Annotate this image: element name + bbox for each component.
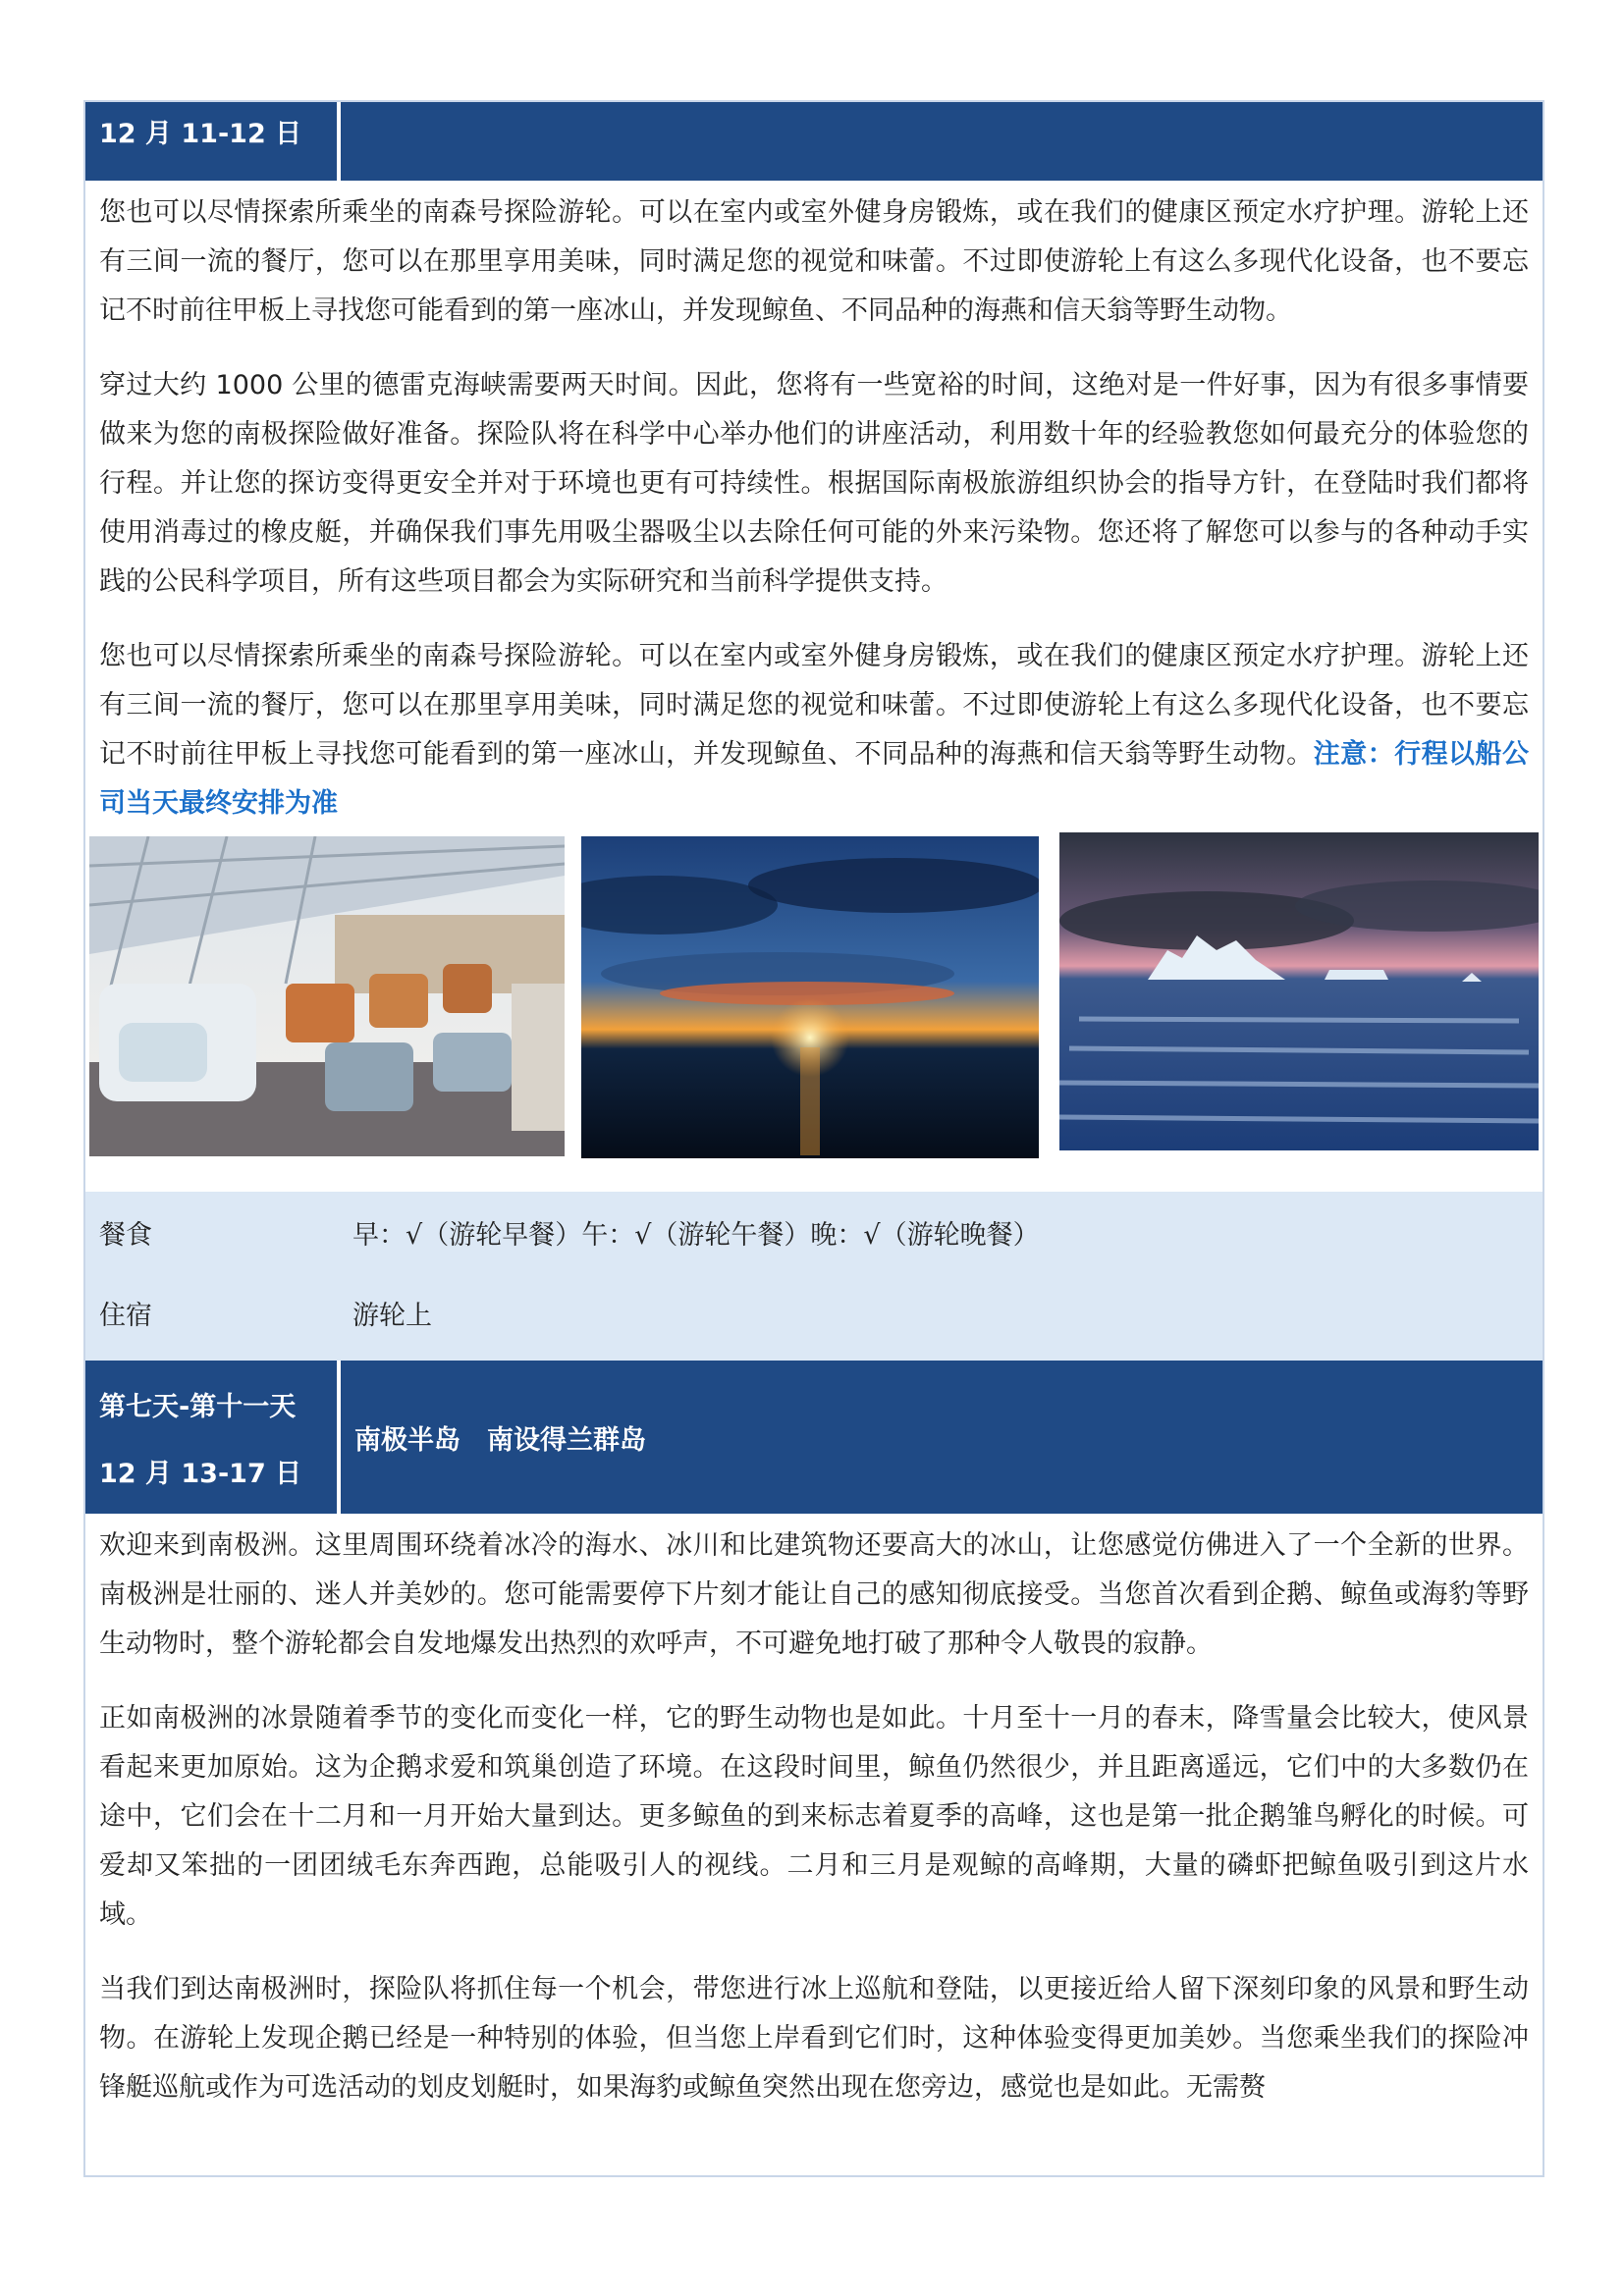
description-paragraph: 欢迎来到南极洲。这里周围环绕着冰冷的海水、冰川和比建筑物还要高大的冰山，让您感觉仿佛进入了一个全新的世界。南极洲是壮丽的、迷人并美妙的。您可能需要停下片刻才能让自己的感知彻底接受。当您首次看到企鹅、鲸鱼或海豹等野生动物时，整个游轮都会自发地爆发出热烈的欢呼声，不可避免地打破了那种令人敬畏的寂静。 bbox=[99, 1530, 1529, 1659]
description-paragraph: 正如南极洲的冰景随着季节的变化而变化一样，它的野生动物也是如此。十月至十一月的春末，降雪量会比较大，使风景看起来更加原始。这为企鹅求爱和筑巢创造了环境。在这段时间里，鲸鱼仍然很少，并且距离遥远，它们中的大多数仍在途中，它们会在十二月和一月开始大量到达。更多鲸鱼的到来标志着夏季的高峰，这也是第一批企鹅雏鸟孵化的时候。可爱却又笨拙的一团团绒毛东奔西跑，总能吸引人的视线。二月和三月是观鲸的高峰期，大量的磷虾把鲸鱼吸引到这片水域。 bbox=[99, 1703, 1529, 1930]
description-paragraph: 当我们到达南极洲时，探险队将抓住每一个机会，带您进行冰上巡航和登陆，以更接近给人留下深刻印象的风景和野生动物。在游轮上发现企鹅已经是一种特别的体验，但当您上岸看到它们时，这种体验变得更加美妙。当您乘坐我们的探险冲锋艇巡航或作为可选活动的划皮划艇时，如果海豹或鲸鱼突然出现在您旁边，感觉也是如此。无需赘 bbox=[99, 1974, 1529, 2103]
description-paragraph bbox=[99, 632, 1529, 828]
iceberg-sea-photo bbox=[1059, 832, 1539, 1150]
day-range: 第七天-第十一天 bbox=[99, 1391, 297, 1422]
day-header bbox=[85, 102, 1543, 181]
lodging-label: 住宿 bbox=[99, 1300, 152, 1331]
day-title bbox=[341, 102, 1543, 181]
itinerary-sheet bbox=[83, 100, 1544, 2177]
day-description bbox=[85, 181, 1543, 828]
lodging-value: 游轮上 bbox=[352, 1300, 432, 1331]
day-description bbox=[85, 1514, 1543, 2112]
description-paragraph: 您也可以尽情探索所乘坐的南森号探险游轮。可以在室内或室外健身房锻炼，或在我们的健康区预定水疗护理。游轮上还有三间一流的餐厅，您可以在那里享用美味，同时满足您的视觉和味蕾。不过即使游轮上有这么多现代化设备，也不要忘记不时前往甲板上寻找您可能看到的第一座冰山，并发现鲸鱼、不同品种的海燕和信天翁等野生动物。 bbox=[99, 197, 1529, 326]
ship-lounge-photo bbox=[89, 836, 565, 1156]
day-date: 12 月 13-17 日 bbox=[99, 1458, 302, 1489]
description-text: 您也可以尽情探索所乘坐的南森号探险游轮。可以在室内或室外健身房锻炼，或在我们的健康区预定水疗护理。游轮上还有三间一流的餐厅，您可以在那里享用美味，同时满足您的视觉和味蕾。不过即使游轮上有这么多现代化设备，也不要忘记不时前往甲板上寻找您可能看到的第一座冰山，并发现鲸鱼、不同品种的海燕和信天翁等野生动物。 bbox=[99, 641, 1529, 770]
day-title: 南极半岛 南设得兰群岛 bbox=[354, 1424, 646, 1456]
ocean-sunset-photo bbox=[581, 836, 1039, 1158]
itinerary-note: 注意：行程以船公司当天最终安排为准 bbox=[99, 739, 1530, 819]
lodging-row bbox=[85, 1272, 1543, 1353]
meals-row bbox=[85, 1192, 1543, 1272]
day-header bbox=[85, 1361, 1543, 1514]
meals-value: 早：√（游轮早餐）午：√（游轮午餐）晚：√（游轮晚餐） bbox=[352, 1219, 1040, 1251]
section-divider bbox=[85, 1353, 1543, 1361]
day-date: 12 月 11-12 日 bbox=[85, 102, 341, 181]
meals-label: 餐食 bbox=[99, 1219, 152, 1251]
photo-strip bbox=[85, 828, 1543, 1192]
description-paragraph: 穿过大约 1000 公里的德雷克海峡需要两天时间。因此，您将有一些宽裕的时间，这绝对是一件好事，因为有很多事情要做来为您的南极探险做好准备。探险队将在科学中心举办他们的讲座活动，利用数十年的经验教您如何最充分的体验您的行程。并让您的探访变得更安全并对于环境也更有可持续性。根据国际南极旅游组织协会的指导方针，在登陆时我们都将使用消毒过的橡皮艇，并确保我们事先用吸尘器吸尘以去除任何可能的外来污染物。您还将了解您可以参与的各种动手实践的公民科学项目，所有这些项目都会为实际研究和当前科学提供支持。 bbox=[99, 370, 1529, 597]
